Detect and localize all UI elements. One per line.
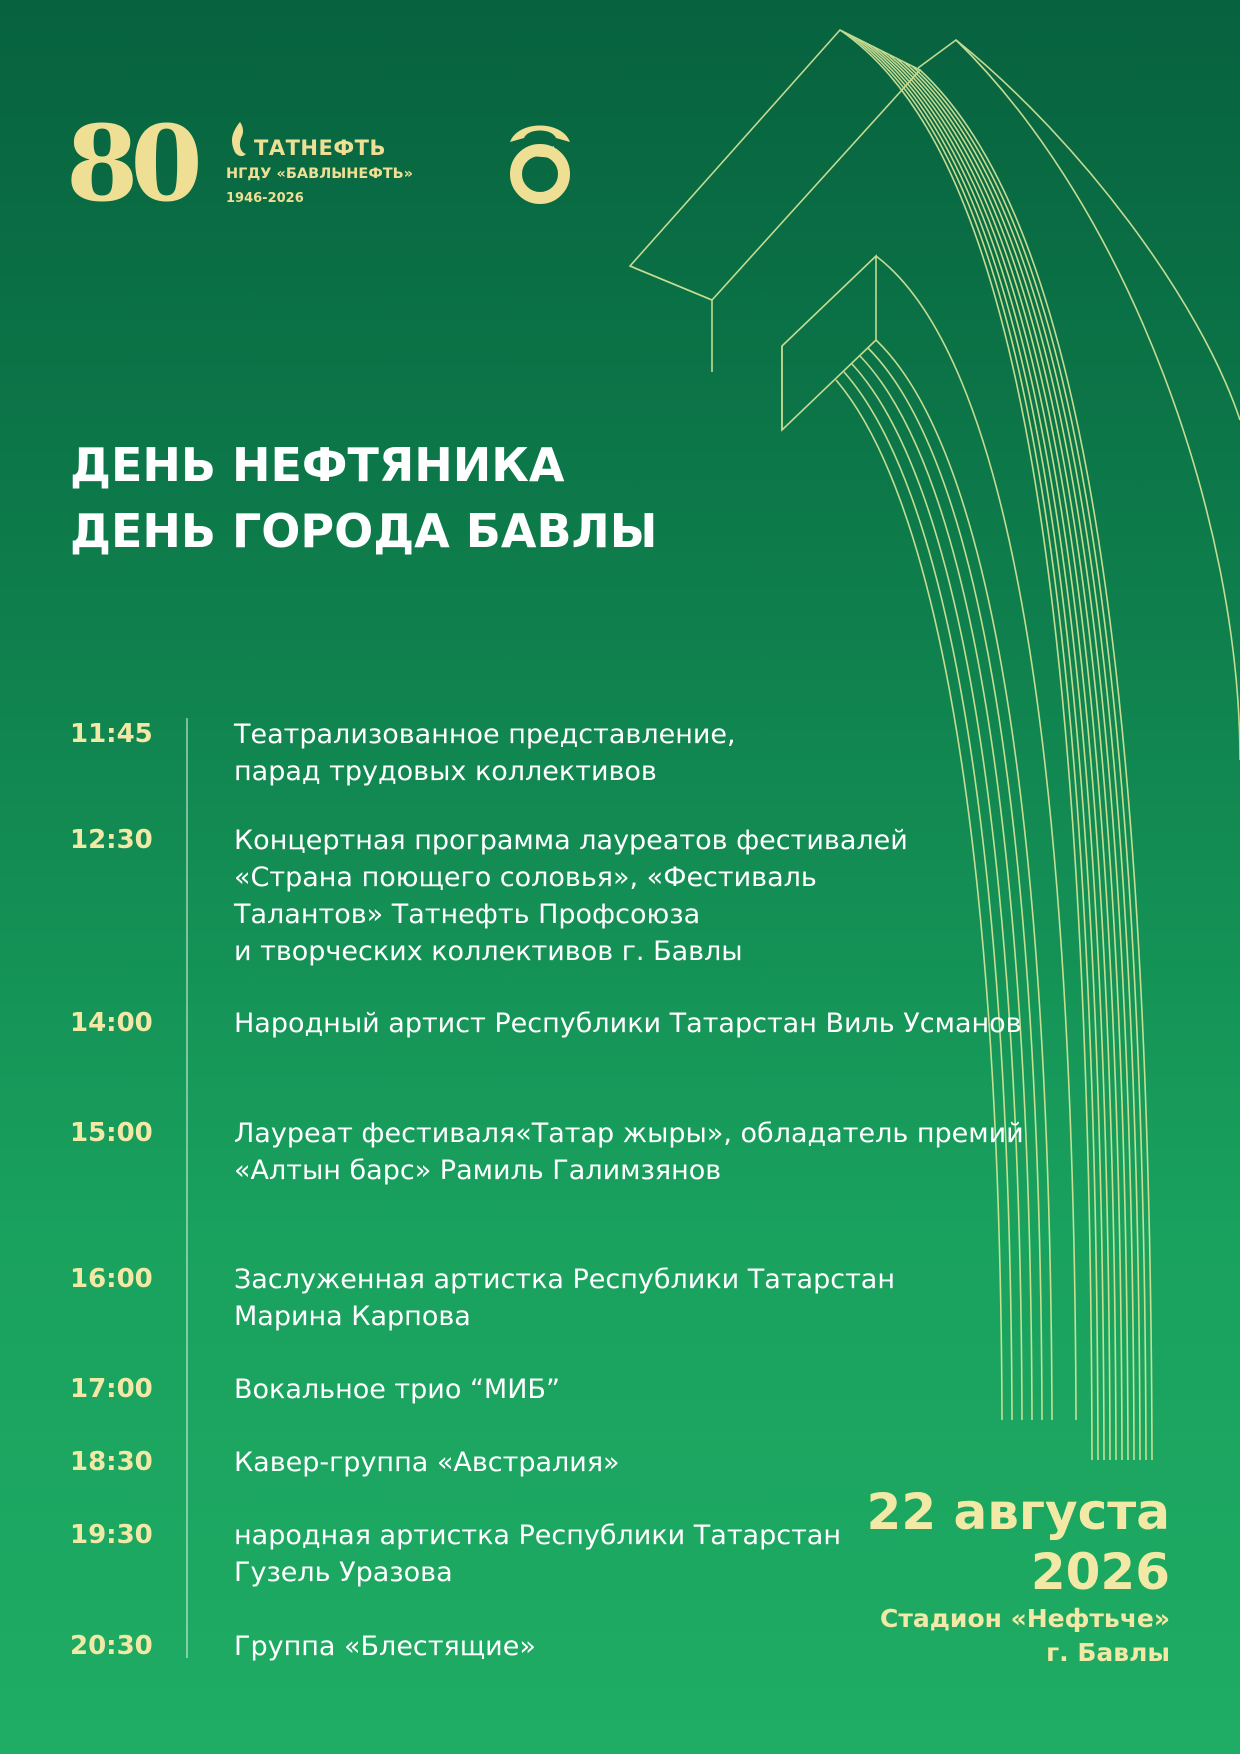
event-description: Заслуженная артистка Республики Татарстан Марина Карпова (234, 1264, 895, 1332)
event-description: народная артистка Республики Татарстан Гузель Уразова (234, 1520, 841, 1588)
flame-icon (226, 120, 252, 160)
bavly-emblem-icon (500, 116, 580, 208)
schedule-divider (186, 718, 188, 1658)
brand-name: ТАТНЕФТЬ (254, 136, 386, 160)
event-year: 2026 (1030, 1543, 1170, 1601)
title-line-1: ДЕНЬ НЕФТЯНИКА (70, 438, 565, 492)
event-description: Концертная программа лауреатов фестивалей «Страна поющего соловья», «Фестиваль Талантов» Татнефть Профсоюза и творческих коллективов г. Бавлы (234, 825, 908, 967)
brand-subtitle: НГДУ «БАВЛЫНЕФТЬ» (226, 166, 414, 182)
event-description: Народный артист Республики Татарстан Виль Усманов (234, 1008, 1022, 1039)
event-time: 15:00 (70, 1118, 153, 1148)
event-city: г. Бавлы (1046, 1638, 1170, 1667)
event-time: 18:30 (70, 1447, 153, 1477)
event-time: 17:00 (70, 1374, 153, 1404)
title-line-2: ДЕНЬ ГОРОДА БАВЛЫ (70, 504, 658, 558)
event-venue: Стадион «Нефтьче» (880, 1604, 1170, 1633)
event-description: Вокальное трио “МИБ” (234, 1374, 560, 1405)
anniversary-80-logo: 80 (66, 102, 195, 225)
event-time: 14:00 (70, 1008, 153, 1038)
event-description: Лауреат фестиваля«Татар жыры», обладатель премий «Алтын барс» Рамиль Галимзянов (234, 1118, 1024, 1186)
event-time: 11:45 (70, 719, 153, 749)
event-description: Театрализованное представление, парад трудовых коллективов (234, 719, 736, 787)
event-time: 20:30 (70, 1631, 153, 1661)
event-time: 12:30 (70, 825, 153, 855)
event-description: Группа «Блестящие» (234, 1631, 536, 1662)
event-time: 19:30 (70, 1520, 153, 1550)
event-time: 16:00 (70, 1264, 153, 1294)
event-description: Кавер-группа «Австралия» (234, 1447, 620, 1478)
event-date: 22 августа (866, 1483, 1170, 1541)
page-title (70, 432, 657, 564)
event-date-block (867, 1482, 1170, 1670)
brand-years: 1946-2026 (226, 191, 304, 206)
